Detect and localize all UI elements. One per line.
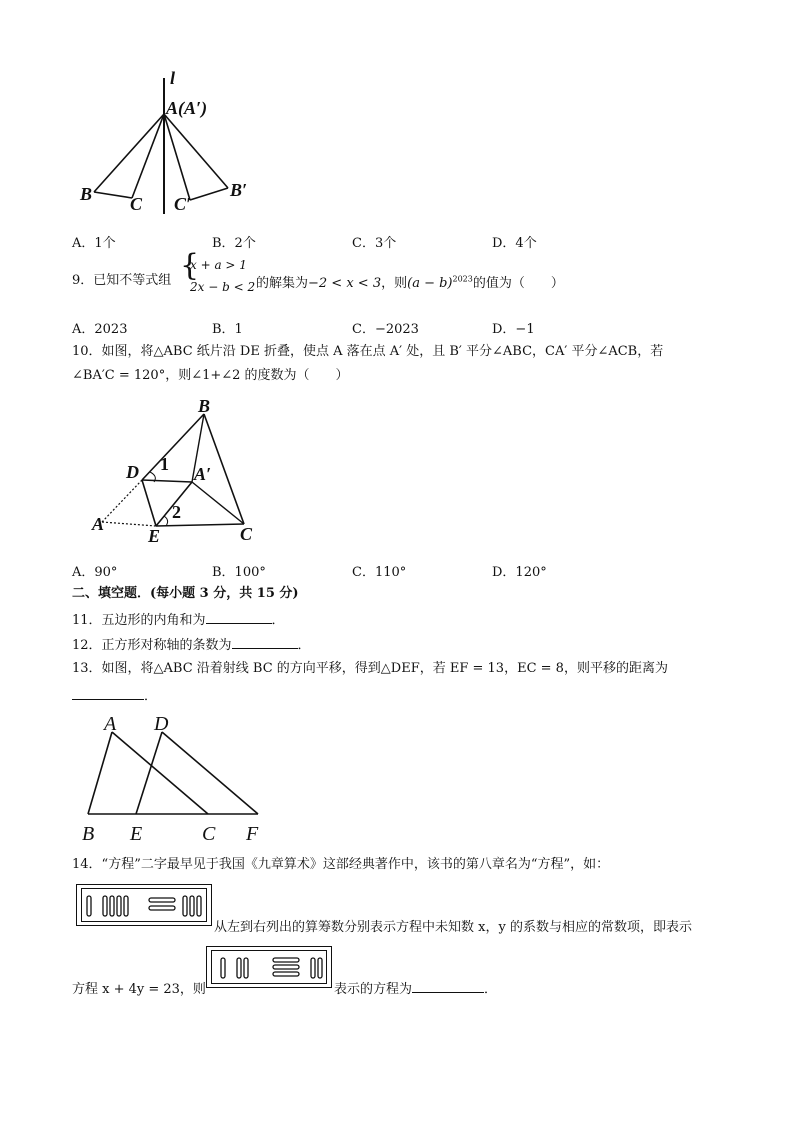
- q9-row2: 2x − b < 2: [190, 280, 256, 294]
- q14-line3b: [334, 978, 497, 997]
- brace-icon: {: [180, 248, 200, 283]
- q13-end: ．: [144, 689, 158, 704]
- q10-line2: ∠BA′C = 120°，则∠1+∠2 的度数为（ ）: [72, 368, 349, 383]
- q9-prefix: 9．已知不等式组: [72, 273, 172, 288]
- label-2: 2: [172, 502, 181, 522]
- q9-range: −2 < x < 3: [308, 276, 382, 291]
- label-Bp: B′: [230, 180, 248, 200]
- q10-option-a: A．90°: [72, 565, 118, 580]
- q12-blank[interactable]: [232, 635, 298, 649]
- q13-line1: 13．如图，将△ABC 沿着射线 BC 的方向平移，得到△DEF，若 EF = 13，EC = 8，则平移的距离为: [72, 661, 668, 676]
- q11-text: 11．五边形的内角和为: [72, 613, 206, 628]
- label-A: A: [104, 713, 117, 735]
- q9-expr: (a − b): [407, 276, 453, 291]
- q9-option-a: A．2023: [72, 322, 128, 337]
- q11: [72, 610, 285, 630]
- q9-option-d: D．−1: [492, 322, 535, 337]
- q9-suffix-b: ，则: [381, 276, 408, 291]
- counting-rods-figure-2: [206, 946, 332, 988]
- q13-blank[interactable]: [72, 686, 144, 700]
- q9-option-b: B．1: [212, 322, 243, 337]
- label-B: B: [198, 396, 211, 416]
- q9-system: [180, 248, 260, 300]
- q11-blank[interactable]: [206, 610, 272, 624]
- q14-line2: 从左到右列出的算筹数分别表示方程中未知数 x，y 的系数与相应的常数项，即表示: [214, 920, 692, 935]
- q14-blank[interactable]: [412, 979, 484, 993]
- figure-q13: [74, 710, 284, 848]
- q10-option-b: B．100°: [212, 565, 266, 580]
- label-C: C: [240, 524, 253, 544]
- q14-line1: 14．“方程”二字最早见于我国《九章算术》这部经典著作中，该书的第八章名为“方程”，如：: [72, 857, 610, 872]
- label-B: B: [82, 823, 95, 845]
- label-A: A(A′): [166, 98, 208, 118]
- q10-line1: 10．如图，将△ABC 纸片沿 DE 折叠，使点 A 落在点 A′ 处，且 B′ 平分∠ABC，CA′ 平分∠ACB，若: [72, 344, 664, 359]
- q11-end: ．: [271, 613, 285, 628]
- q10-option-d: D．120°: [492, 565, 547, 580]
- figure-q10: [88, 392, 268, 544]
- q9-suffix-c: 的值为（ ）: [472, 276, 564, 291]
- q8-option-a: A．1个: [72, 236, 116, 251]
- q8-option-d: D．4个: [492, 236, 537, 251]
- label-F: F: [246, 823, 259, 845]
- q10-option-c: C．110°: [352, 565, 407, 580]
- label-E: E: [148, 526, 161, 544]
- q14-line3b-text: 表示的方程为: [334, 982, 413, 997]
- label-C: C: [130, 194, 143, 214]
- label-A: A: [92, 514, 105, 534]
- q14-end: ．: [484, 982, 498, 997]
- q12: [72, 635, 311, 655]
- q9-power: 2023: [452, 274, 473, 284]
- q8-option-c: C．3个: [352, 236, 397, 251]
- label-E: E: [130, 823, 143, 845]
- counting-rods-figure-1: [76, 884, 212, 926]
- q9-option-c: C．−2023: [352, 322, 419, 337]
- q12-end: ．: [297, 638, 311, 653]
- section-title: 二、填空题．(每小题 3 分，共 15 分): [72, 586, 299, 601]
- q9-rest: [256, 272, 564, 291]
- label-D: D: [154, 713, 169, 735]
- label-C: C: [202, 823, 216, 845]
- label-l: l: [170, 68, 176, 88]
- label-Cp: C′: [174, 194, 192, 214]
- q14-line3a: 方程 x + 4y = 23，则: [72, 982, 206, 997]
- figure-q8: [70, 68, 270, 218]
- q8-option-b: B．2个: [212, 236, 256, 251]
- label-D: D: [126, 462, 139, 482]
- q9-row1: x + a > 1: [190, 258, 247, 272]
- q13-line2: [72, 686, 157, 706]
- label-Ap: A′: [194, 464, 212, 484]
- q9-suffix-a: 的解集为: [256, 276, 309, 291]
- q12-text: 12．正方形对称轴的条数为: [72, 638, 232, 653]
- label-B: B: [80, 184, 93, 204]
- label-1: 1: [160, 454, 169, 474]
